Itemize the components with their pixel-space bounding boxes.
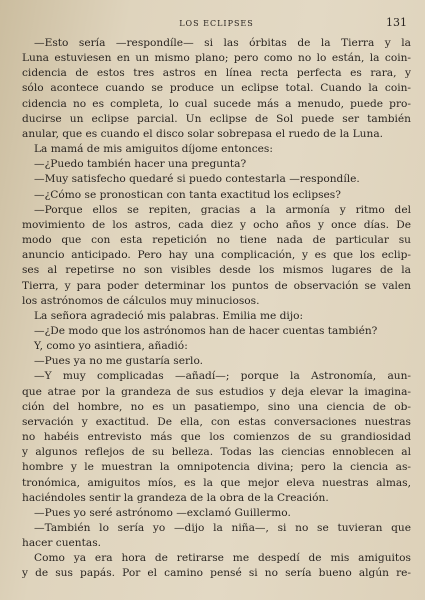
text-line: y algunos reflejos de su belleza. Todas las ciencias ennoblecen al (22, 446, 411, 459)
text-line: anular, que es cuando el disco solar sobrepasa el ruedo de la Luna. (22, 127, 384, 140)
text-line: Luna estuviesen en un mismo plano; pero como no lo están, la coin- (22, 52, 411, 65)
text-line: —Muy satisfecho quedaré si puedo contestarla —respondíle. (34, 173, 360, 186)
running-head (22, 14, 411, 30)
text-line: sólo acontece cuando se produce un eclipse total. Cuando la coin- (22, 82, 411, 95)
text-line: —Pues yo seré astrónomo —exclamó Guillermo. (34, 506, 291, 519)
text-line: servación y exactitud. De ella, con estas conversaciones nuestras (22, 415, 411, 428)
text-line: hombre y le muestran la omnipotencia divina; pero la ciencia as- (22, 461, 411, 474)
text-line: Como ya era hora de retirarse me despedí de mis amiguitos (34, 552, 411, 565)
text-line: ducirse un eclipse parcial. Un eclipse de Sol puede ser también (22, 112, 411, 125)
text-line: los astrónomos de cálculos muy minuciosos. (22, 294, 260, 307)
text-line: haciéndoles sentir la grandeza de la obra de la Creación. (22, 491, 329, 504)
text-line: tronómica, amiguitos míos, es la que mejor eleva nuestras almas, (22, 476, 411, 489)
text-line: y de sus papás. Por el camino pensé si no sería bueno algún re- (22, 567, 411, 580)
text-line: cidencia no es completa, lo cual sucede más a menudo, puede pro- (22, 97, 411, 110)
text-line: —¿Cómo se pronostican con tanta exactitud los eclipses? (34, 188, 341, 201)
text-line: Tierra, y para poder determinar los puntos de observación se valen (22, 279, 411, 292)
text-line: hacer cuentas. (22, 537, 101, 550)
text-line: ción del hombre, no es un pasatiempo, sino una ciencia de ob- (22, 400, 411, 413)
body-text (22, 36, 411, 582)
text-line: ses al repetirse no son visibles desde los mismos lugares de la (22, 264, 411, 277)
text-line: Y, como yo asintiera, añadió: (34, 340, 188, 353)
text-line: anuncio anticipado. Pero hay una complicación, y es que los eclip- (22, 249, 411, 262)
text-line: —Esto sería —respondíle— si las órbitas de la Tierra y la (34, 37, 411, 49)
text-line: —¿Puedo también hacer una pregunta? (34, 158, 247, 171)
text-line: movimiento de los astros, cada diez y ocho años y once días. De (22, 218, 411, 231)
text-line: no habéis entrevisto más que los comienzos de su grandiosidad (22, 431, 411, 444)
text-line: La mamá de mis amiguitos díjome entonces: (34, 143, 273, 156)
text-line: —Y muy complicadas —añadí—; porque la Astronomía, aun- (34, 370, 411, 383)
text-line: modo que con esta repetición no tiene nada de particular su (22, 234, 411, 247)
text-line: cidencia de estos tres astros en línea recta perfecta es rara, y (22, 67, 411, 80)
text-line: —También lo sería yo —dijo la niña—, si no se tuvieran que (34, 522, 411, 534)
running-title: LOS ECLIPSES (179, 19, 254, 28)
text-line: que atrae por la grandeza de sus estudios y deja elevar la imagina- (22, 385, 411, 398)
text-line: —Pues ya no me gustaría serlo. (34, 355, 204, 368)
text-line: —Porque ellos se repiten, gracias a la armonía y ritmo del (34, 203, 411, 216)
page-number: 131 (386, 16, 407, 29)
text-line: —¿De modo que los astrónomos han de hacer cuentas también? (34, 324, 378, 337)
text-line: La señora agradeció mis palabras. Emilia me dijo: (34, 309, 304, 322)
